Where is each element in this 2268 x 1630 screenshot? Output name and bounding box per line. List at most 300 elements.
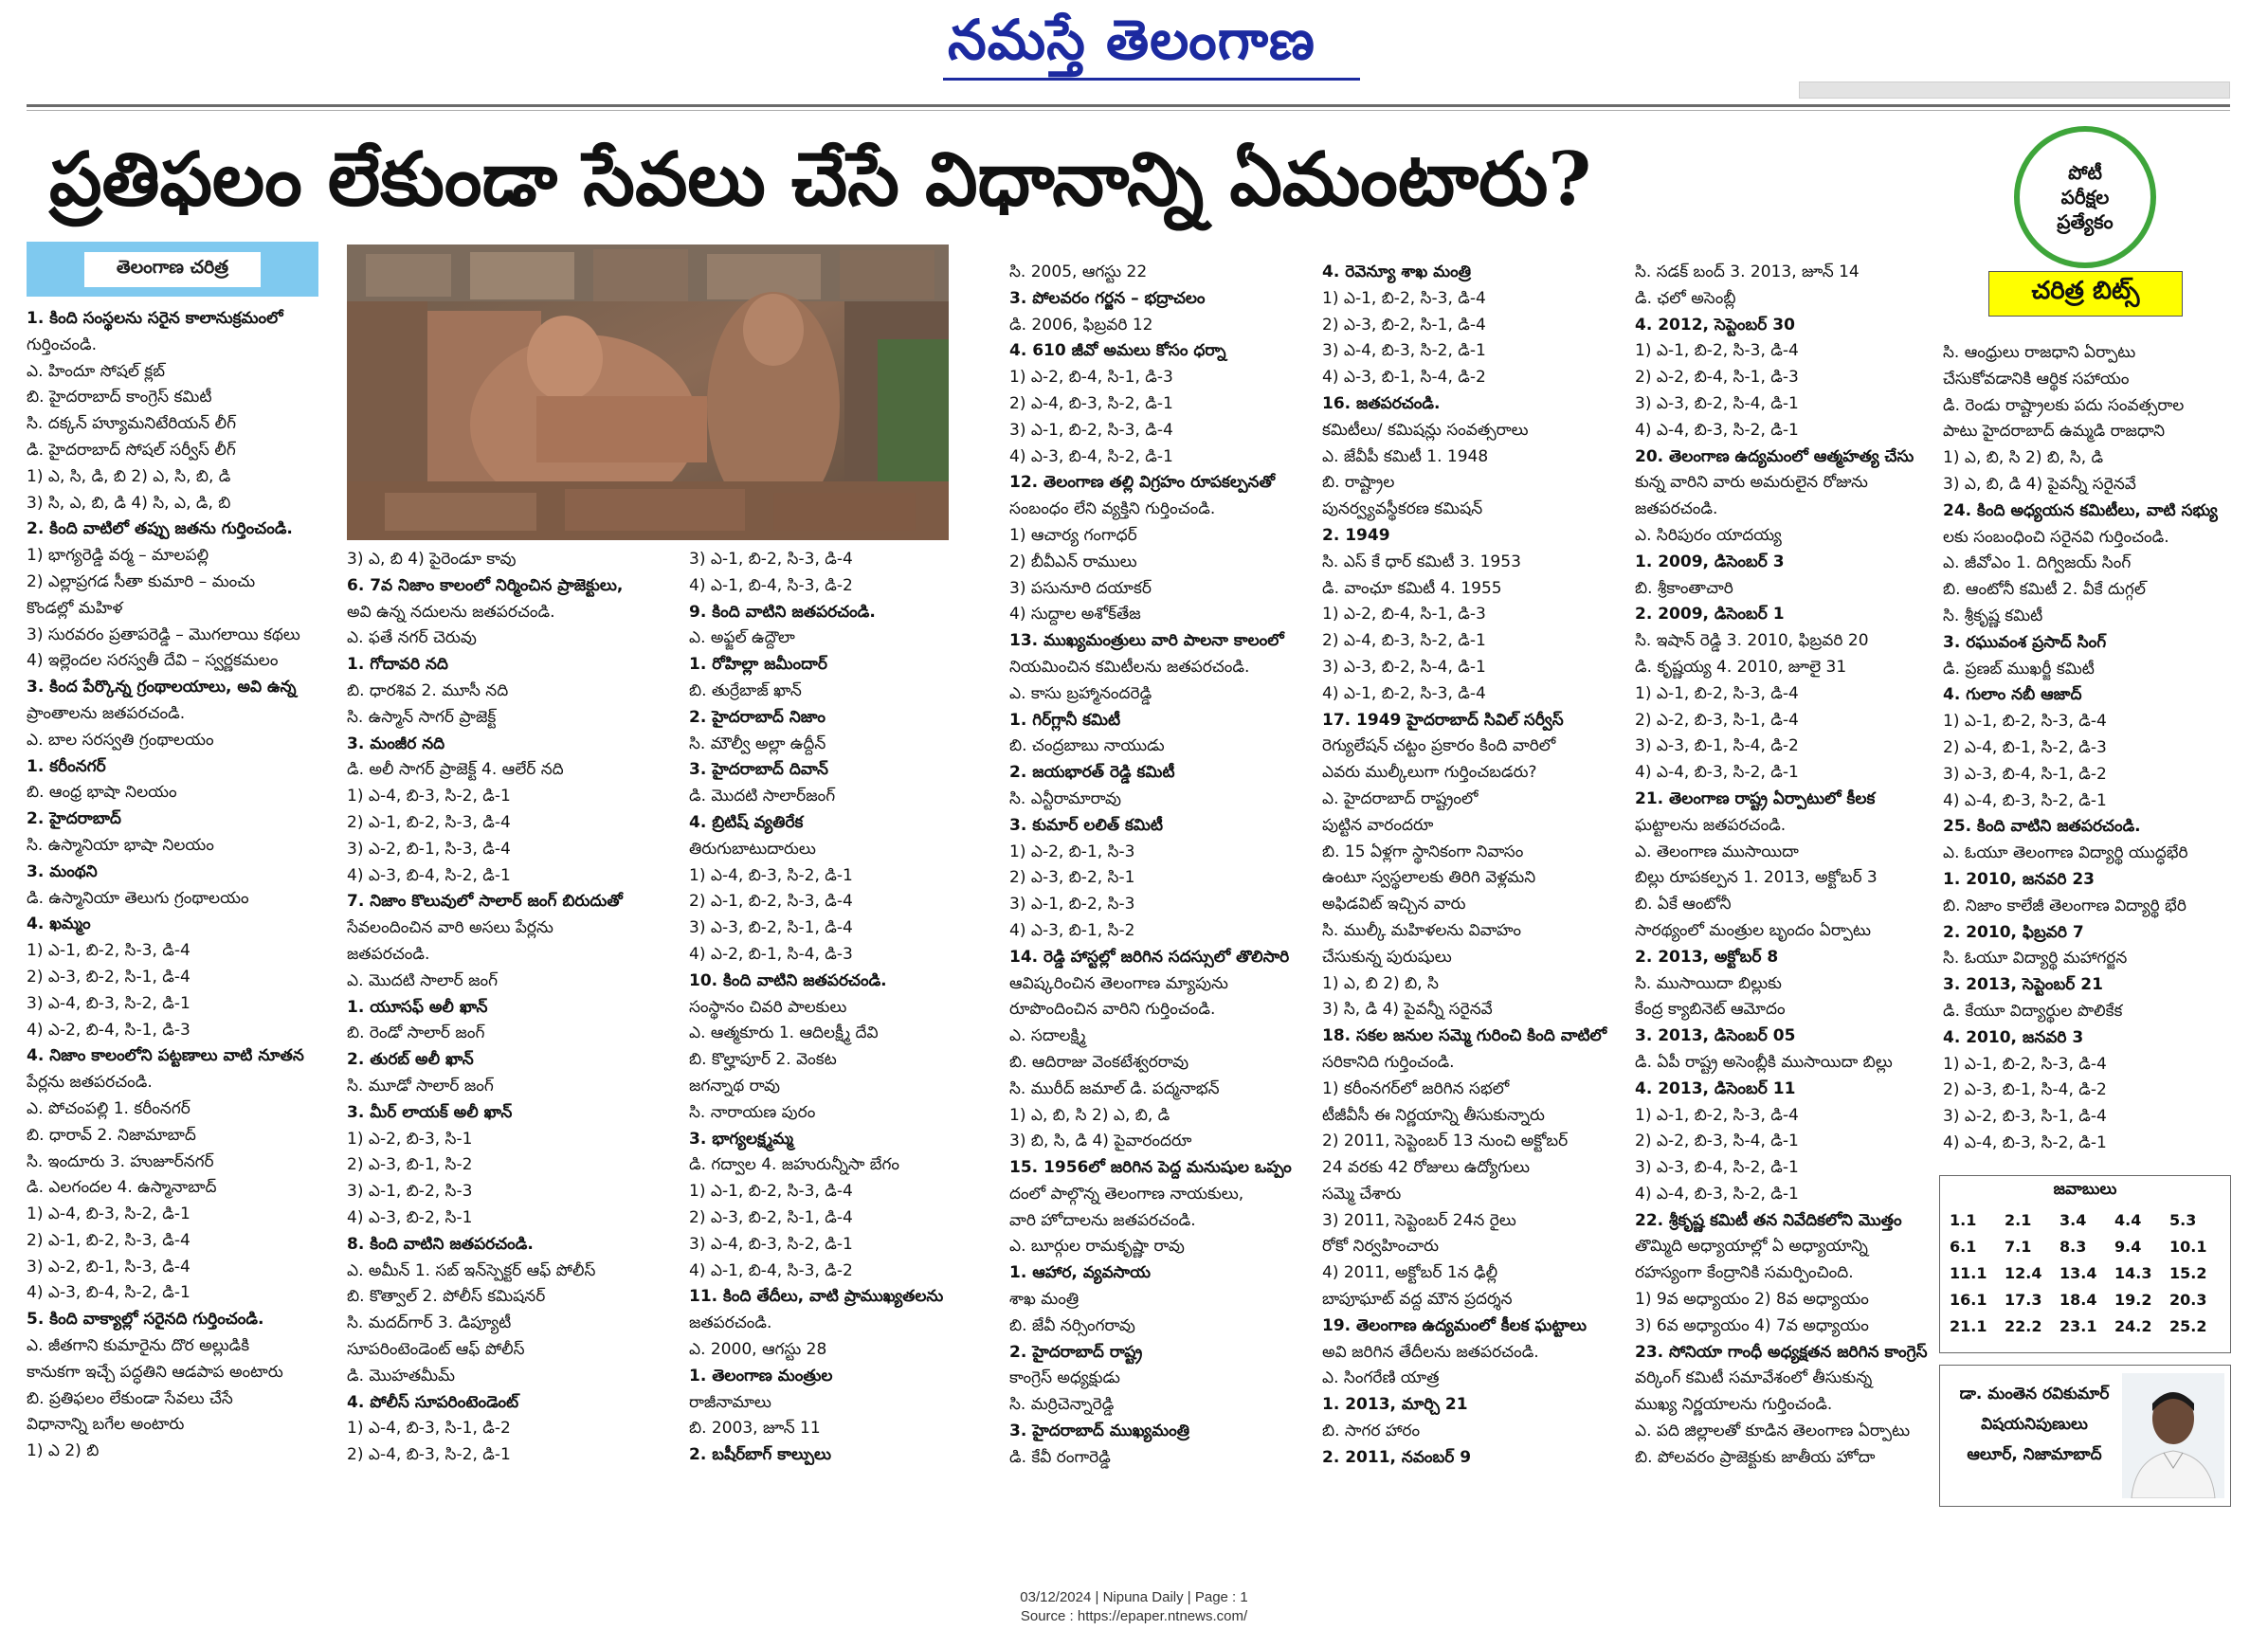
- answer-cell: 20.3: [2169, 1290, 2207, 1309]
- question-line: 2. కింది వాటిలో తప్పు జతను గుర్తించండి.: [27, 519, 293, 539]
- text-line: రోకో నిర్వహించారు: [1322, 1237, 1440, 1257]
- text-line: 3) ఎ-4, బి-3, సి-2, డి-1: [689, 1234, 853, 1254]
- text-line: వర్కింగ్ కమిటీ సమావేశంలో తీసుకున్న: [1635, 1368, 1873, 1388]
- text-line: రాజీనామాలు: [689, 1392, 771, 1412]
- text-line: 4) ఎ-3, బి-4, సి-2, డి-1: [347, 865, 511, 885]
- text-line: 2) ఎ-1, బి-2, సి-3, డి-4: [347, 812, 511, 832]
- footer-source: Source : https://epaper.ntnews.com/: [1020, 1608, 1248, 1624]
- text-line: 4) ఎ-4, బి-3, సి-2, డి-1: [1635, 1184, 1799, 1204]
- question-line: 9. కింది వాటిని జతపరచండి.: [689, 602, 876, 622]
- text-line: 1) ఎ-4, బి-3, సి-1, డి-2: [347, 1419, 511, 1439]
- sculpture-photo: [347, 244, 949, 540]
- question-line: 14. రెడ్డి హాస్టల్లో జరిగిన సదస్సులో తొలిసారి: [1009, 947, 1290, 967]
- section-label: [27, 242, 318, 297]
- question-line: 10. కింది వాటిని జతపరచండి.: [689, 970, 887, 990]
- text-line: డి. ఛలో అసెంబ్లీ: [1635, 288, 1736, 308]
- dateline-box: [1799, 82, 2230, 99]
- answer-cell: 19.2: [2114, 1290, 2152, 1309]
- text-line: 4) సుద్దాల అశోక్‌తేజ: [1009, 605, 1141, 625]
- answer-row: [1950, 1259, 2224, 1286]
- text-line: సి. మౌల్వీ అల్లా ఉద్దీన్: [689, 734, 826, 753]
- text-line: 1) ఎ, బి, సి 2) ఎ, బి, డి: [1009, 1105, 1170, 1125]
- text-line: 1) ఆచార్య గంగాధర్: [1009, 525, 1137, 545]
- text-line: టీజీవీసీ ఈ నిర్ణయాన్ని తీసుకున్నారు: [1322, 1105, 1545, 1125]
- text-line: 1) భాగ్యరెడ్డి వర్మ – మాలపల్లి: [27, 546, 209, 566]
- top-rule-thin: [27, 110, 2230, 111]
- answer-cell: 4.4: [2114, 1210, 2142, 1229]
- text-line: ఎ. అమీన్ 1. సబ్ ఇన్‌స్పెక్టర్ ఆఫ్ పోలీస్: [347, 1260, 596, 1280]
- text-line: రెగ్యులేషన్ చట్టం ప్రకారం కింది వారిలో: [1322, 736, 1556, 756]
- question-line: 4. నిజాం కాలంలోని పట్టణాలు వాటి నూతన: [27, 1046, 304, 1066]
- text-line: నియమించిన కమిటీలను జతపరచండి.: [1009, 657, 1250, 677]
- question-line: 18. సకల జనుల సమ్మె గురించి కింది వాటిలో: [1322, 1026, 1607, 1046]
- text-line: 24 వరకు 42 రోజులు ఉద్యోగులు: [1322, 1158, 1530, 1178]
- text-line: సి. శ్రీకృష్ణ కమిటీ: [1943, 606, 2043, 625]
- text-line: 3) ఎ, బి 4) పైరెండూ కావు: [347, 550, 517, 569]
- text-line: డి. కృష్ణయ్య 4. 2010, జూలై 31: [1635, 657, 1847, 677]
- text-line: 2) ఎ-4, బి-3, సి-2, డి-1: [1322, 631, 1486, 651]
- text-line: డి. అలీ సాగర్ ప్రాజెక్ట్ 4. ఆలేర్ నది: [347, 760, 564, 780]
- text-line: బి. రాష్ట్రాల: [1322, 473, 1395, 493]
- question-line: 13. ముఖ్యమంత్రులు వారి పాలనా కాలంలో: [1009, 631, 1284, 651]
- text-line: 4) ఎ-3, బి-1, సి-2: [1009, 920, 1135, 940]
- question-line: 3. మంథని: [27, 861, 98, 881]
- question-line: 19. తెలంగాణ ఉద్యమంలో కీలక ఘట్టాలు: [1322, 1315, 1588, 1335]
- top-rule: [27, 104, 2230, 107]
- answer-cell: 10.1: [2169, 1237, 2207, 1256]
- text-line: బి. ధారావ్ 2. నిజామాబాద్: [27, 1125, 196, 1145]
- text-line: సంబంధం లేని వ్యక్తిని గుర్తించండి.: [1009, 499, 1216, 519]
- text-line: 3) ఎ-3, బి-2, సి-1, డి-4: [689, 918, 853, 938]
- text-line: డి. ఏపీ రాష్ట్ర అసెంబ్లీకి ముసాయిదా బిల్లు: [1635, 1052, 1893, 1072]
- text-line: కాంగ్రెస్ అధ్యక్షుడు: [1009, 1368, 1120, 1388]
- text-line: బి. ఆంటోనీ కమిటీ 2. వీకే దుగ్గల్: [1943, 580, 2146, 600]
- text-line: దంలో పాల్గొన్న తెలంగాణ నాయకులు,: [1009, 1184, 1244, 1204]
- text-line: బాపూఘాట్ వద్ద మౌన ప్రదర్శన: [1322, 1290, 1513, 1310]
- text-line: 1) 9వ అధ్యాయం 2) 8వ అధ్యాయం: [1635, 1290, 1869, 1310]
- question-line: 2. 2011, నవంబర్ 9: [1322, 1447, 1472, 1467]
- question-line: 3. 2013, సెప్టెంబర్ 21: [1943, 975, 2103, 995]
- question-line: 1. రోహిల్లా జమీందార్: [689, 655, 827, 675]
- section-label-text: తెలంగాణ చరిత్ర: [84, 252, 261, 287]
- text-line: 2) ఎ-4, బి-1, సి-2, డి-3: [1943, 737, 2107, 757]
- question-line: 4. 610 జీవో అమలు కోసం ధర్నా: [1009, 341, 1226, 361]
- text-line: సి. ఉస్మానియా భాషా నిలయం: [27, 835, 214, 855]
- text-line: ఎ. సింగరేణి యాత్ర: [1322, 1368, 1440, 1388]
- text-line: 1) ఎ-2, బి-1, సి-3: [1009, 842, 1135, 861]
- question-line: 4. బ్రిటిష్ వ్యతిరేక: [689, 812, 804, 832]
- text-line: సేవలందించిన వారి అసలు పేర్లను: [347, 918, 553, 938]
- text-line: పుట్టిన వారందరూ: [1322, 815, 1434, 835]
- text-line: కున్న వారిని వారు అమరులైన రోజును: [1635, 473, 1868, 493]
- text-line: 3) ఎ-3, బి-4, సి-1, డి-2: [1943, 764, 2107, 784]
- question-line: 3. పోలవరం గర్జన – భద్రాచలం: [1009, 288, 1206, 308]
- text-line: 3) ఎ-2, బి-1, సి-3, డి-4: [347, 839, 511, 859]
- answer-cell: 13.4: [2059, 1263, 2097, 1282]
- text-line: అవి జరిగిన తేదీలను జతపరచండి.: [1322, 1342, 1539, 1362]
- text-line: డి. హైదరాబాద్ సోషల్ సర్వీస్ లీగ్: [27, 440, 236, 460]
- text-line: 1) ఎ, బి, సి 2) బి, సి, డి: [1943, 448, 2104, 468]
- question-line: 1. కింది సంస్థలను సరైన కాలానుక్రమంలో: [27, 309, 283, 328]
- text-line: 1) ఎ-1, బి-2, సి-3, డి-4: [1943, 712, 2107, 732]
- text-line: 2) ఎ-3, బి-2, సి-1, డి-4: [689, 1207, 853, 1227]
- text-line: సూపరింటెండెంట్ ఆఫ్ పోలీస్: [347, 1339, 525, 1359]
- question-line: 1. తెలంగాణ మంత్రుల: [689, 1366, 833, 1386]
- text-line: 2) ఎ-4, బి-3, సి-2, డి-1: [347, 1445, 511, 1465]
- history-bits-banner: చరిత్ర బిట్స్: [1988, 271, 2183, 317]
- text-line: తిరుగుబాటుదారులు: [689, 839, 816, 859]
- newspaper-logo: నమస్తే తెలంగాణ: [948, 8, 1315, 72]
- text-line: 1) ఎ, సి, డి, బి 2) ఎ, సి, బి, డి: [27, 466, 231, 486]
- question-column-2: [347, 547, 674, 1469]
- question-line: 2. బషీర్‌బాగ్ కాల్పులు: [689, 1445, 831, 1465]
- text-line: పునర్వ్యవస్థీకరణ కమిషన్: [1322, 499, 1483, 519]
- text-line: 1) ఎ-1, బి-2, సి-3, డి-4: [1635, 1105, 1799, 1125]
- text-line: 1) కరీంనగర్‌లో జరిగిన సభలో: [1322, 1078, 1510, 1098]
- text-line: ఎ. జేవీపీ కమిటీ 1. 1948: [1322, 446, 1489, 466]
- text-line: బిల్లు రూపకల్పన 1. 2013, అక్టోబర్ 3: [1635, 868, 1878, 888]
- question-line: 2. 1949: [1322, 525, 1390, 545]
- text-line: బి. శ్రీకాంతాచారి: [1635, 578, 1733, 598]
- text-line: ఎ. హిందూ సోషల్ క్లబ్: [27, 361, 165, 381]
- question-line: 8. కింది వాటిని జతపరచండి.: [347, 1234, 534, 1254]
- question-line: 3. మంజీర నది: [347, 734, 445, 753]
- text-line: కానుకగా ఇచ్చే పద్ధతిని ఆడపాప అంటారు: [27, 1362, 283, 1382]
- answer-cell: 7.1: [2005, 1237, 2032, 1256]
- text-line: 2) 2011, సెప్టెంబర్ 13 నుంచి అక్టోబర్: [1322, 1132, 1569, 1151]
- text-line: సి. ముసాయిదా బిల్లుకు: [1635, 973, 1782, 993]
- text-line: 1) ఎ-4, బి-3, సి-2, డి-1: [347, 787, 511, 806]
- text-line: ఎ. జీతగాని కుమారైను దొర అల్లుడికి: [27, 1336, 250, 1356]
- text-line: 2) ఎ-3, బి-2, సి-1, డి-4: [1322, 315, 1486, 335]
- text-line: 4) ఎ-4, బి-3, సి-2, డి-1: [1943, 790, 2107, 810]
- text-line: 3) పసునూరి దయాకర్: [1009, 578, 1152, 598]
- text-line: అవి ఉన్న నదులను జతపరచండి.: [347, 602, 555, 622]
- exam-special-badge: [2014, 126, 2156, 268]
- text-line: లకు సంబంధించి సరైనవి గుర్తించండి.: [1943, 527, 2169, 547]
- logo-underline: [943, 78, 1360, 81]
- text-line: బి. ఆంధ్ర భాషా నిలయం: [27, 783, 177, 803]
- answer-cell: 2.1: [2005, 1210, 2032, 1229]
- answer-cell: 8.3: [2059, 1237, 2087, 1256]
- text-line: ఎవరు ముల్కీలుగా గుర్తించబడరు?: [1322, 763, 1537, 783]
- text-line: ప్రాంతాలను జతపరచండి.: [27, 703, 186, 723]
- question-column-6: [1635, 260, 1940, 1472]
- question-line: 3. కుమార్ లలిత్ కమిటీ: [1009, 815, 1164, 835]
- question-line: 3. రఘువంశ ప్రసాద్ సింగ్: [1943, 632, 2107, 652]
- question-line: 1. 2010, జనవరి 23: [1943, 869, 2096, 889]
- question-line: 1. ఆహార, వ్యవసాయ: [1009, 1263, 1151, 1283]
- question-line: 4. ఖమ్మం: [27, 915, 91, 934]
- text-line: 3) ఎ-1, బి-2, సి-3: [1009, 895, 1135, 915]
- text-line: డి. గద్వాల 4. జహురున్నీసా బేగం: [689, 1155, 900, 1175]
- text-line: బి. ధారశివ 2. మూసీ నది: [347, 680, 509, 700]
- answer-cell: 14.3: [2114, 1263, 2152, 1282]
- text-line: 1) ఎ-1, బి-2, సి-3, డి-4: [689, 1182, 853, 1202]
- text-line: 1) ఎ-1, బి-2, సి-3, డి-4: [27, 941, 191, 961]
- temple-sculpture-image: [347, 244, 949, 540]
- question-line: 2. హైదరాబాద్: [27, 809, 121, 829]
- text-line: ఎ. బాల సరస్వతి గ్రంథాలయం: [27, 730, 214, 750]
- text-line: డి. వాంఛూ కమిటీ 4. 1955: [1322, 578, 1502, 598]
- text-line: ఘట్టాలను జతపరచండి.: [1635, 815, 1787, 835]
- text-line: 3) ఎ-1, బి-2, సి-3, డి-4: [689, 550, 853, 569]
- text-line: సి. సడక్ బంద్ 3. 2013, జూన్ 14: [1635, 263, 1860, 281]
- text-line: బి. పోలవరం ప్రాజెక్టుకు జాతీయ హోదా: [1635, 1447, 1876, 1467]
- question-line: 3. భాగ్యలక్ష్మమ్మ: [689, 1129, 794, 1149]
- text-line: జతపరచండి.: [347, 944, 430, 964]
- question-line: 1. 2009, డిసెంబర్ 3: [1635, 552, 1785, 571]
- question-line: 3. హైదరాబాద్ దివాన్: [689, 760, 828, 780]
- answer-cell: 18.4: [2059, 1290, 2097, 1309]
- text-line: సి. ఓయూ విద్యార్థి మహాగర్జన: [1943, 949, 2128, 969]
- answer-cell: 11.1: [1950, 1263, 1987, 1282]
- text-line: 3) ఎ-3, బి-2, సి-4, డి-1: [1635, 393, 1799, 413]
- text-line: 3) ఎ, బి, డి 4) పైవన్నీ సరైనవే: [1943, 474, 2136, 494]
- text-line: 3) సి, డి 4) పైవన్నీ సరైనవే: [1322, 1000, 1493, 1020]
- text-line: 4) ఎ-2, బి-4, సి-1, డి-3: [27, 1020, 191, 1040]
- question-line: 2. 2013, అక్టోబర్ 8: [1635, 947, 1779, 967]
- answer-cell: 23.1: [2059, 1316, 2097, 1335]
- text-line: చేసుకోవడానికి ఆర్థిక సహాయం: [1943, 369, 2130, 389]
- text-line: 1) ఎ-2, బి-4, సి-1, డి-3: [1322, 605, 1486, 625]
- text-line: బి. సాగర హారం: [1322, 1422, 1421, 1441]
- question-line: 23. సోనియా గాంధీ అధ్యక్షతన జరిగిన కాంగ్రెస్: [1635, 1342, 1928, 1362]
- text-line: సరికానిది గుర్తించండి.: [1322, 1052, 1455, 1072]
- question-column-3: [689, 547, 1002, 1469]
- question-line: 17. 1949 హైదరాబాద్ సివిల్ సర్వీస్: [1322, 710, 1564, 730]
- text-line: 4) ఎ-3, బి-4, సి-2, డి-1: [1009, 446, 1173, 466]
- question-line: 4. గులాం నబీ ఆజాద్: [1943, 685, 2082, 705]
- text-line: ఎ. కాసు బ్రహ్మానందరెడ్డి: [1009, 683, 1152, 703]
- answer-cell: 9.4: [2114, 1237, 2142, 1256]
- text-line: చేసుకున్న పురుషులు: [1322, 947, 1452, 967]
- answer-row: [1950, 1206, 2224, 1233]
- text-line: బి. కొత్వాల్ 2. పోలీస్ కమిషనర్: [347, 1287, 546, 1307]
- page-headline: ప్రతిఫలం లేకుండా సేవలు చేసే విధానాన్ని ఏమంటారు?: [49, 136, 1592, 223]
- masthead: [0, 0, 2268, 104]
- text-line: ఎ. బూర్గుల రామకృష్ణా రావు: [1009, 1237, 1185, 1257]
- text-line: రూపొందించిన వారిని గుర్తించండి.: [1009, 1000, 1216, 1020]
- text-line: 4) ఎ-1, బి-2, సి-3, డి-4: [1322, 683, 1486, 703]
- question-line: 5. కింది వాక్యాల్లో సరైనది గుర్తించండి.: [27, 1310, 264, 1330]
- text-line: 3) ఎ-3, బి-2, సి-4, డి-1: [1322, 657, 1486, 677]
- text-line: సారథ్యంలో మంత్రుల బృందం ఏర్పాటు: [1635, 920, 1872, 940]
- text-line: 3) 2011, సెప్టెంబర్ 24న రైలు: [1322, 1210, 1516, 1230]
- footer-dateline: 03/12/2024 | Nipuna Daily | Page : 1: [1020, 1589, 1248, 1605]
- text-line: 2) ఎ-2, బి-4, సి-1, డి-3: [1635, 368, 1799, 388]
- question-line: 1. కరీంనగర్: [27, 756, 106, 776]
- text-line: 3) ఎ-1, బి-2, సి-3: [347, 1182, 473, 1202]
- text-line: 2) ఎ-3, బి-1, సి-2: [347, 1155, 473, 1175]
- answer-key-title: జవాబులు: [2053, 1180, 2117, 1199]
- question-line: 4. 2012, సెప్టెంబర్ 30: [1635, 315, 1795, 335]
- text-line: 3) ఎ-2, బి-3, సి-1, డి-4: [1943, 1107, 2107, 1127]
- text-line: 1) ఎ-1, బి-2, సి-3, డి-4: [1635, 683, 1799, 703]
- question-line: 21. తెలంగాణ రాష్ట్ర ఏర్పాటులో కీలక: [1635, 788, 1876, 808]
- text-line: 2) ఎ-1, బి-2, సి-3, డి-4: [689, 892, 853, 912]
- text-line: సి. ఇషాన్ రెడ్డి 3. 2010, ఫిబ్రవరి 20: [1635, 631, 1869, 651]
- question-line: 3. కింద పేర్కొన్న గ్రంథాలయాలు, అవి ఉన్న: [27, 678, 297, 697]
- text-line: సి. నారాయణ పురం: [689, 1102, 816, 1122]
- question-line: 3. 2013, డిసెంబర్ 05: [1635, 1026, 1796, 1046]
- answer-row: [1950, 1233, 2224, 1259]
- question-line: 22. శ్రీకృష్ణ కమిటీ తన నివేదికలోని మొత్తం: [1635, 1210, 1902, 1230]
- badge-line: ప్రత్యేకం: [2057, 210, 2114, 233]
- answer-key-table: [1950, 1206, 2224, 1339]
- text-line: 4) ఎ-3, బి-1, సి-4, డి-2: [1322, 368, 1486, 388]
- text-line: ఎ. మొదటి సాలార్ జంగ్: [347, 970, 499, 990]
- text-line: సి. ఉస్మాన్ సాగర్ ప్రాజెక్ట్: [347, 707, 497, 727]
- text-line: 2) ఎ-3, బి-1, సి-4, డి-2: [1943, 1080, 2107, 1100]
- question-line: 24. కింది అధ్యయన కమిటీలు, వాటి సభ్యు: [1943, 500, 2218, 520]
- question-line: 2. హైదరాబాద్ నిజాం: [689, 707, 826, 727]
- answer-cell: 22.2: [2005, 1316, 2042, 1335]
- answer-cell: 15.2: [2169, 1263, 2207, 1282]
- text-line: బి. ఆదిరాజు వెంకటేశ్వరరావు: [1009, 1052, 1189, 1072]
- text-line: 1) ఎ 2) బి: [27, 1441, 100, 1461]
- answer-key-box: [1939, 1175, 2231, 1353]
- text-line: ఎ. ఓయూ తెలంగాణ విద్యార్థి యుద్ధభేరి: [1943, 843, 2188, 863]
- text-line: బి. చంద్రబాబు నాయుడు: [1009, 736, 1165, 756]
- text-line: కొండల్లో మహిళ: [27, 598, 123, 618]
- question-column-1: [27, 306, 347, 1465]
- author-photo: [2122, 1373, 2224, 1498]
- question-line: 3. మీర్ లాయక్ అలీ ఖాన్: [347, 1102, 513, 1122]
- text-line: 2) ఎ-2, బి-3, సి-1, డి-4: [1635, 710, 1799, 730]
- text-line: బి. నిజాం కాలేజీ తెలంగాణ విద్యార్థి భేరి: [1943, 896, 2186, 915]
- text-line: 2) ఎ-2, బి-3, సి-4, డి-1: [1635, 1132, 1799, 1151]
- text-line: 3) ఎ-1, బి-2, సి-3, డి-4: [1009, 420, 1173, 440]
- author-text: [1951, 1379, 2117, 1470]
- question-line: 4. రెవెన్యూ శాఖ మంత్రి: [1322, 263, 1472, 281]
- text-line: ఎ. 2000, ఆగస్టు 28: [689, 1339, 827, 1359]
- text-line: డి. ఉస్మానియా తెలుగు గ్రంథాలయం: [27, 888, 249, 908]
- text-line: 1) ఎ-4, బి-3, సి-2, డి-1: [27, 1204, 191, 1224]
- text-line: 4) ఎ-4, బి-3, సి-2, డి-1: [1635, 420, 1799, 440]
- text-line: సమ్మె చేశారు: [1322, 1184, 1402, 1204]
- text-line: బి. 15 ఏళ్లగా స్థానికంగా నివాసం: [1322, 842, 1524, 861]
- text-line: ఎ. పోచంపల్లి 1. కరీంనగర్: [27, 1098, 191, 1118]
- text-line: 3) ఎ-3, బి-1, సి-4, డి-2: [1635, 736, 1799, 756]
- author-name: డా. మంతెన రవికుమార్: [1959, 1385, 2110, 1404]
- text-line: 2) ఎ-3, బి-2, సి-1: [1009, 868, 1135, 888]
- text-line: వారి హోదాలను జతపరచండి.: [1009, 1210, 1196, 1230]
- text-line: 3) సి, ఎ, బి, డి 4) సి, ఎ, డి, బి: [27, 493, 231, 513]
- question-line: 2. తురబ్ అలీ ఖాన్: [347, 1050, 474, 1070]
- question-line: 2. జయభారత్ రెడ్డి కమిటీ: [1009, 763, 1175, 783]
- text-line: 1) ఎ-1, బి-2, సి-3, డి-4: [1943, 1054, 2107, 1074]
- text-line: సి. మురీద్ జమాల్ డి. పద్మనాభన్: [1009, 1078, 1220, 1098]
- text-line: డి. కేవీ రంగారెడ్డి: [1009, 1447, 1111, 1467]
- page-footer: [0, 1588, 2268, 1626]
- question-line: 4. 2013, డిసెంబర్ 11: [1635, 1078, 1796, 1098]
- text-line: 4) ఎ-4, బి-3, సి-2, డి-1: [1635, 763, 1799, 783]
- text-line: ఎ. ఫతే నగర్ చెరువు: [347, 628, 477, 648]
- text-line: కమిటీలు/ కమిషన్లు సంవత్సరాలు: [1322, 420, 1529, 440]
- text-line: 4) ఎ-1, బి-4, సి-3, డి-2: [689, 575, 853, 595]
- text-line: ముఖ్య నిర్ణయాలను గుర్తించండి.: [1635, 1395, 1833, 1415]
- text-line: 4) ఎ-4, బి-3, సి-2, డి-1: [1943, 1132, 2107, 1152]
- text-line: జతపరచండి.: [689, 1313, 772, 1333]
- text-line: 3) 6వ అధ్యాయం 4) 7వ అధ్యాయం: [1635, 1315, 1869, 1335]
- question-column-7: [1943, 340, 2244, 1157]
- answer-cell: 21.1: [1950, 1316, 1987, 1335]
- answer-cell: 17.3: [2005, 1290, 2042, 1309]
- text-line: 3) బి, సి, డి 4) పైవారందరూ: [1009, 1132, 1192, 1151]
- text-line: 4) ఇల్లెందల సరస్వతీ దేవి – స్వర్ణకమలం: [27, 651, 279, 671]
- answer-cell: 16.1: [1950, 1290, 1987, 1309]
- text-line: ఎ. పది జిల్లాలతో కూడిన తెలంగాణ ఏర్పాటు: [1635, 1422, 1911, 1441]
- text-line: సి. ఎన్టీరామారావు: [1009, 788, 1121, 808]
- text-line: బి. జేవీ నర్సింగరావు: [1009, 1315, 1135, 1335]
- badge-line: పోటీ: [2068, 161, 2102, 184]
- text-line: గుర్తించండి.: [27, 335, 98, 354]
- question-line: 2. హైదరాబాద్ రాష్ట్ర: [1009, 1342, 1143, 1362]
- text-line: బి. ప్రతిఫలం లేకుండా సేవలు చేసే: [27, 1388, 233, 1408]
- answer-cell: 1.1: [1950, 1210, 1977, 1229]
- text-line: సి. 2005, ఆగస్టు 22: [1009, 263, 1148, 281]
- text-line: ఎ. ఆత్మకూరు 1. ఆదిలక్ష్మీ దేవి: [689, 1023, 879, 1043]
- question-line: 4. 2010, జనవరి 3: [1943, 1027, 2084, 1047]
- text-line: 2) ఎ-4, బి-3, సి-2, డి-1: [1009, 393, 1173, 413]
- question-line: 3. హైదరాబాద్ ముఖ్యమంత్రి: [1009, 1422, 1190, 1441]
- text-line: సి. ఇందూరు 3. హుజూర్‌నగర్: [27, 1151, 214, 1171]
- text-line: సంస్థానం చివరి పాలకులు: [689, 997, 847, 1017]
- question-line: 15. 1956లో జరిగిన పెద్ద మనుషుల ఒప్పం: [1009, 1158, 1292, 1178]
- text-line: పాటు హైదరాబాద్ ఉమ్మడి రాజధాని: [1943, 422, 2166, 442]
- text-line: సి. ముల్కీ మహిళలను వివాహం: [1322, 920, 1522, 940]
- question-column-4: [1009, 260, 1322, 1472]
- text-line: 4) ఎ-1, బి-4, సి-3, డి-2: [689, 1260, 853, 1280]
- text-line: 4) ఎ-3, బి-2, సి-1: [347, 1207, 473, 1227]
- text-line: 4) ఎ-2, బి-1, సి-4, డి-3: [689, 944, 853, 964]
- text-line: 1) ఎ, బి 2) బి, సి: [1322, 973, 1439, 993]
- text-line: డి. ప్రణబ్ ముఖర్జీ కమిటీ: [1943, 659, 2095, 679]
- text-line: ఎ. తెలంగాణ ముసాయిదా: [1635, 842, 1799, 861]
- question-line: 16. జతపరచండి.: [1322, 393, 1441, 413]
- text-line: డి. మొదటి సాలార్‌జంగ్: [689, 787, 836, 806]
- text-line: 3) ఎ-3, బి-4, సి-2, డి-1: [1635, 1158, 1799, 1178]
- text-line: రహస్యంగా కేంద్రానికి సమర్పించింది.: [1635, 1263, 1854, 1283]
- text-line: 2) ఎ-3, బి-2, సి-1, డి-4: [27, 967, 191, 987]
- answer-cell: 3.4: [2059, 1210, 2087, 1229]
- text-line: బి. కొల్హాపూర్ 2. వెంకట: [689, 1050, 837, 1070]
- text-line: పేర్లను జతపరచండి.: [27, 1073, 153, 1093]
- text-line: జగన్నాథ రావు: [689, 1076, 780, 1096]
- text-line: అఫిడవిట్ ఇచ్చిన వారు: [1322, 895, 1466, 915]
- text-line: డి. రెండు రాష్ట్రాలకు పదు సంవత్సరాల: [1943, 395, 2185, 415]
- text-line: 2) బీవీఎన్ రాములు: [1009, 552, 1137, 571]
- author-title: విషయనిపుణులు: [1981, 1415, 2088, 1434]
- text-line: సి. మర్రిచెన్నారెడ్డి: [1009, 1395, 1115, 1415]
- author-place: ఆలూర్, నిజామాబాద్: [1967, 1445, 2102, 1464]
- text-line: సి. దక్కన్ హ్యూమనిటేరియన్ లీగ్: [27, 414, 236, 434]
- text-line: 2) ఎ-1, బి-2, సి-3, డి-4: [27, 1230, 191, 1250]
- text-line: 4) ఎ-3, బి-4, సి-2, డి-1: [27, 1283, 191, 1303]
- text-line: బి. ఏకే ఆంటోనీ: [1635, 895, 1732, 915]
- answer-cell: 12.4: [2005, 1263, 2042, 1282]
- text-line: డి. ఎలగందల 4. ఉస్మానాబాద్: [27, 1178, 217, 1198]
- text-line: తొమ్మిది అధ్యాయాల్లో ఏ అధ్యాయాన్ని: [1635, 1237, 1868, 1257]
- answer-cell: 24.2: [2114, 1316, 2152, 1335]
- text-line: 1) ఎ-2, బి-4, సి-1, డి-3: [1009, 368, 1173, 388]
- text-line: ఆవిష్కరించిన తెలంగాణ మ్యాపును: [1009, 973, 1228, 993]
- text-line: డి. 2006, ఫిబ్రవరి 12: [1009, 315, 1153, 335]
- question-line: 11. కింది తేదీలు, వాటి ప్రాముఖ్యతలను: [689, 1287, 944, 1307]
- text-line: బి. తుర్రేబాజ్ ఖాన్: [689, 680, 802, 700]
- question-line: 6. 7వ నిజాం కాలంలో నిర్మించిన ప్రాజెక్టులు,: [347, 575, 624, 595]
